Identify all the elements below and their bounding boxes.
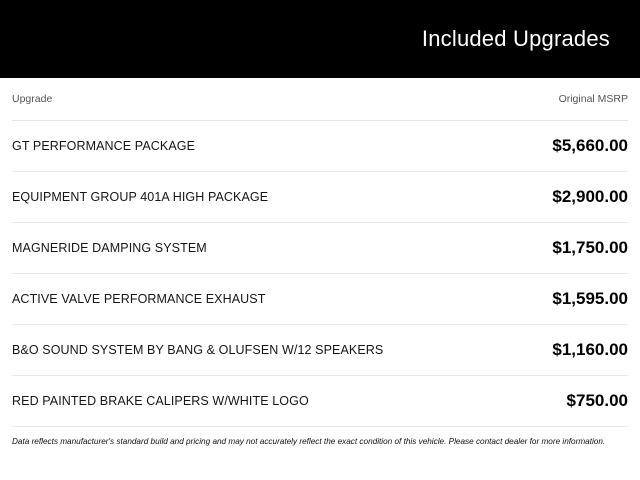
upgrade-price: $1,595.00 [552, 289, 628, 308]
column-header-upgrade: Upgrade [12, 93, 53, 105]
table-row [12, 223, 628, 274]
upgrade-price: $1,750.00 [552, 238, 628, 257]
table-column-headers [12, 78, 628, 121]
upgrade-name: EQUIPMENT GROUP 401A HIGH PACKAGE [12, 189, 269, 204]
table-row [12, 376, 628, 427]
upgrades-content [0, 78, 640, 448]
upgrade-price: $5,660.00 [552, 136, 628, 155]
page-title: Included Upgrades [421, 26, 610, 51]
upgrade-price: $1,160.00 [552, 340, 628, 359]
upgrade-name: RED PAINTED BRAKE CALIPERS W/WHITE LOGO [12, 393, 309, 408]
upgrade-name: B&O SOUND SYSTEM BY BANG & OLUFSEN W/12 SPEAKERS [12, 342, 384, 357]
upgrade-name: ACTIVE VALVE PERFORMANCE EXHAUST [12, 291, 266, 306]
upgrade-name: MAGNERIDE DAMPING SYSTEM [12, 240, 207, 255]
table-row [12, 274, 628, 325]
upgrade-name: GT PERFORMANCE PACKAGE [12, 138, 196, 153]
table-row [12, 121, 628, 172]
column-header-msrp: Original MSRP [558, 93, 628, 105]
upgrade-price: $2,900.00 [552, 187, 628, 206]
disclaimer-text: Data reflects manufacturer's standard build and pricing and may not accurately reflect the exact condition of this vehicle. Please contact dealer for more information. [12, 437, 606, 446]
upgrade-price: $750.00 [566, 391, 628, 410]
table-row [12, 325, 628, 376]
table-row [12, 172, 628, 223]
page-header [0, 0, 640, 78]
